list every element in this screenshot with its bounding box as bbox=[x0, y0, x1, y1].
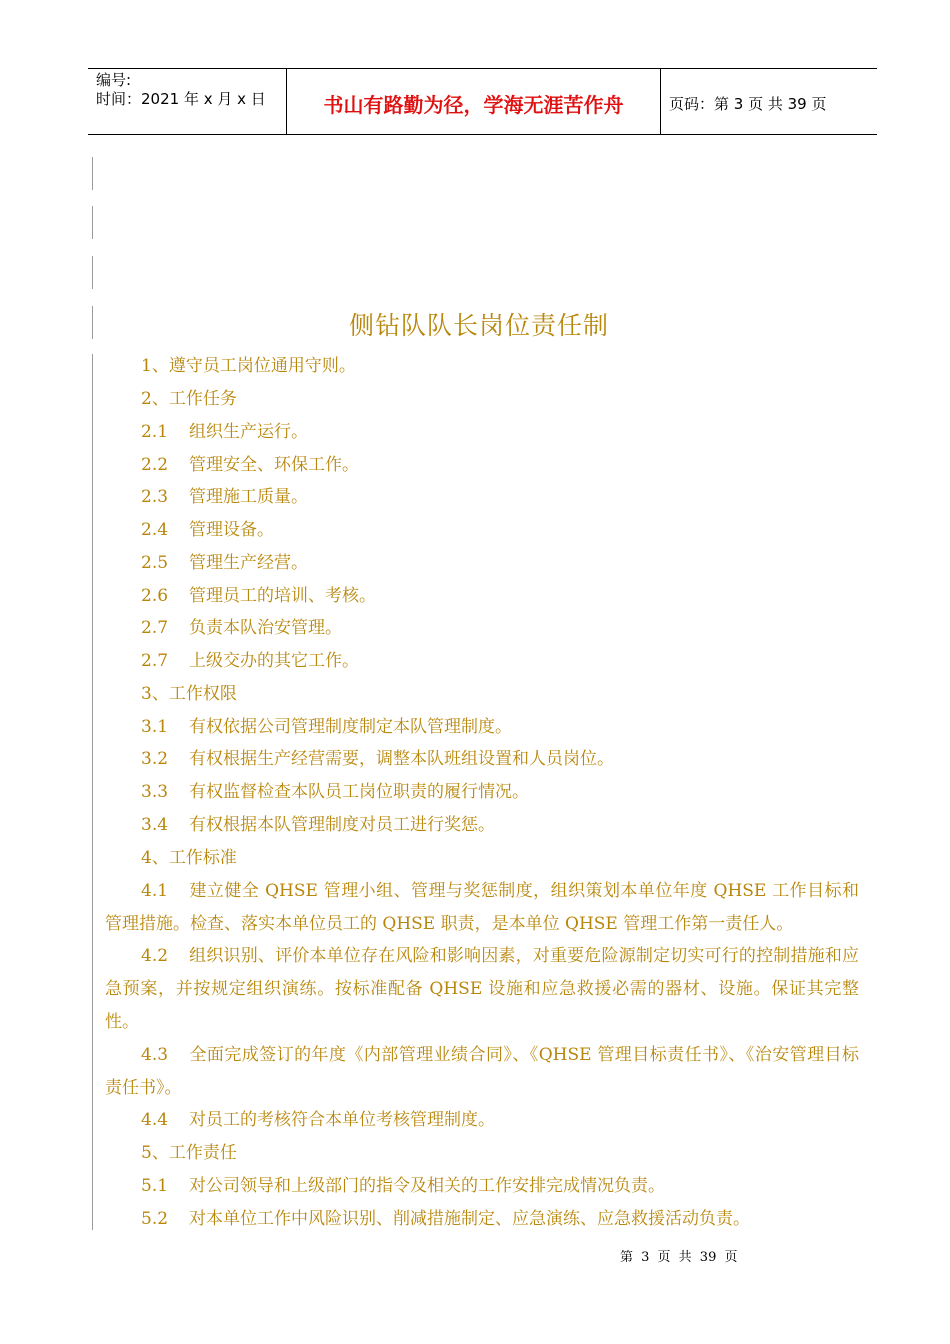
list-item bbox=[141, 1104, 901, 1137]
list-item bbox=[141, 449, 901, 482]
item-text: 有权依据公司管理制度制定本队管理制度。 bbox=[189, 717, 512, 737]
item-number: 3.3 bbox=[141, 782, 169, 802]
header-motto: 书山有路勤为径，学海无涯苦作舟 bbox=[287, 69, 661, 134]
header-page-info: 页码：第 3 页 共 39 页 bbox=[669, 95, 827, 113]
margin-bar bbox=[92, 256, 93, 289]
item-number: 4.3 bbox=[141, 1045, 169, 1065]
item-number: 5.1 bbox=[141, 1176, 169, 1196]
item-number: 2.1 bbox=[141, 422, 169, 442]
item-number: 2.3 bbox=[141, 487, 169, 507]
list-item bbox=[141, 416, 901, 449]
item-number: 3.4 bbox=[141, 815, 169, 835]
item-text: 有权监督检查本队员工岗位职责的履行情况。 bbox=[189, 782, 529, 802]
margin-bar bbox=[92, 354, 93, 1230]
item-number: 3.1 bbox=[141, 717, 169, 737]
list-item bbox=[141, 547, 901, 580]
page-header bbox=[88, 68, 877, 135]
item-number: 2.4 bbox=[141, 520, 169, 540]
item-text: 有权根据生产经营需要，调整本队班组设置和人员岗位。 bbox=[189, 749, 614, 769]
item-text: 管理施工质量。 bbox=[189, 487, 308, 507]
section-heading: 5、工作责任 bbox=[141, 1143, 237, 1163]
item-number: 5.2 bbox=[141, 1209, 169, 1229]
item-number: 2.5 bbox=[141, 553, 169, 573]
item-text: 管理员工的培训、考核。 bbox=[189, 586, 376, 606]
list-item bbox=[105, 1039, 859, 1105]
item-text: 上级交办的其它工作。 bbox=[189, 651, 359, 671]
list-item bbox=[141, 743, 901, 776]
header-meta bbox=[88, 69, 287, 134]
item-number: 2.7 bbox=[141, 651, 169, 671]
doc-time-label: 时间：2021 年 x 月 x 日 bbox=[96, 90, 266, 108]
doc-title: 侧钻队队长岗位责任制 bbox=[348, 311, 609, 340]
item-text: 组织识别、评价本单位存在风险和影响因素，对重要危险源制定切实可行的控制措施和应急预案，并按规定组织演练。按标准配备 QHSE 设施和应急救援必需的器材、设施。保证其完整性。 bbox=[105, 946, 859, 1032]
item-text: 负责本队治安管理。 bbox=[189, 618, 342, 638]
list-item bbox=[141, 481, 901, 514]
list-item bbox=[105, 940, 859, 1039]
list-item bbox=[141, 1203, 901, 1236]
list-item bbox=[141, 612, 901, 645]
list-item bbox=[141, 1170, 901, 1203]
margin-bar bbox=[92, 206, 93, 239]
item-number: 3.2 bbox=[141, 749, 169, 769]
item-number: 2.7 bbox=[141, 618, 169, 638]
item-text: 对本单位工作中风险识别、削减措施制定、应急演练、应急救援活动负责。 bbox=[189, 1209, 750, 1229]
item-text: 有权根据本队管理制度对员工进行奖惩。 bbox=[189, 815, 495, 835]
section-heading: 2、工作任务 bbox=[141, 389, 237, 409]
item-text: 对公司领导和上级部门的指令及相关的工作安排完成情况负责。 bbox=[189, 1176, 665, 1196]
list-item bbox=[141, 514, 901, 547]
item-number: 2.2 bbox=[141, 455, 169, 475]
item-text: 管理设备。 bbox=[189, 520, 274, 540]
page-footer: 第 3 页 共 39 页 bbox=[620, 1250, 738, 1265]
section-heading: 4、工作标准 bbox=[141, 848, 237, 868]
item-number: 4.2 bbox=[141, 946, 169, 966]
list-item bbox=[141, 711, 901, 744]
item-number: 2.6 bbox=[141, 586, 169, 606]
item-text: 组织生产运行。 bbox=[189, 422, 308, 442]
item-text: 管理生产经营。 bbox=[189, 553, 308, 573]
list-item bbox=[141, 580, 901, 613]
doc-number-label: 编号: bbox=[96, 71, 132, 89]
item-number: 4.1 bbox=[141, 881, 169, 901]
section-heading: 3、工作权限 bbox=[141, 684, 237, 704]
item-text: 管理安全、环保工作。 bbox=[189, 455, 359, 475]
margin-bar bbox=[92, 157, 93, 190]
list-item bbox=[141, 809, 901, 842]
item-text: 建立健全 QHSE 管理小组、管理与奖惩制度，组织策划本单位年度 QHSE 工作目标和管理措施。检查、落实本单位员工的 QHSE 职责，是本单位 QHSE 管理工作第一责任人。 bbox=[105, 881, 859, 934]
list-item bbox=[141, 645, 901, 678]
list-item bbox=[105, 875, 859, 941]
item-text: 全面完成签订的年度《内部管理业绩合同》、《QHSE 管理目标责任书》、《治安管理目标责任书》。 bbox=[105, 1045, 859, 1098]
list-item bbox=[141, 776, 901, 809]
item-number: 4.4 bbox=[141, 1110, 169, 1130]
item-text: 对员工的考核符合本单位考核管理制度。 bbox=[189, 1110, 495, 1130]
section-heading: 1、遵守员工岗位通用守则。 bbox=[141, 356, 356, 376]
